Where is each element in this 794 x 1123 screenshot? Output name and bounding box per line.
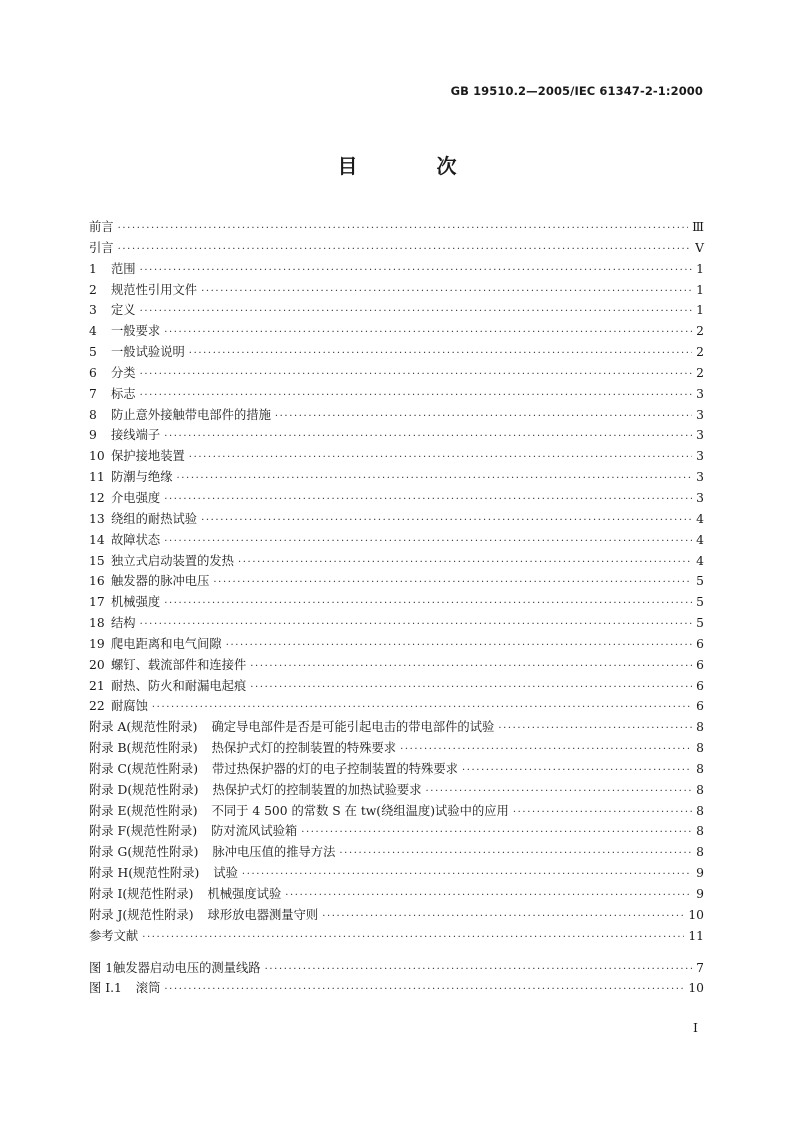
toc-entry-page: Ⅴ bbox=[695, 240, 704, 255]
toc-entry-title: 结构 bbox=[111, 616, 136, 631]
toc-entry-label bbox=[89, 238, 114, 259]
toc-entry-title: 防潮与绝缘 bbox=[111, 470, 173, 485]
toc-entry-title: 接线端子 bbox=[111, 428, 161, 443]
toc-entry-page: 3 bbox=[696, 470, 704, 485]
toc-entry-title: 引言 bbox=[89, 240, 114, 255]
toc-entry-page: 8 bbox=[696, 803, 704, 818]
toc-entry-label bbox=[89, 842, 335, 863]
dot-leader bbox=[238, 553, 692, 574]
dot-leader bbox=[201, 511, 692, 532]
toc-entry-title: 参考文献 bbox=[89, 928, 139, 943]
toc-entry[interactable] bbox=[89, 613, 704, 634]
toc-entry-title: 分类 bbox=[111, 365, 136, 380]
figure-entry[interactable] bbox=[89, 978, 704, 999]
toc-entry-page: 8 bbox=[696, 741, 704, 756]
toc-entry-label bbox=[89, 530, 160, 551]
dot-leader bbox=[118, 219, 689, 240]
toc-entry-page: 8 bbox=[696, 845, 704, 860]
toc-entry-label bbox=[89, 676, 246, 697]
toc-entry-label bbox=[89, 759, 458, 780]
toc-entry-label bbox=[89, 300, 136, 321]
dot-leader bbox=[140, 615, 692, 636]
dot-leader bbox=[140, 386, 692, 407]
dot-leader bbox=[322, 907, 684, 928]
toc-entry-page: 6 bbox=[696, 657, 704, 672]
toc-entry-label bbox=[89, 488, 160, 509]
toc-entry-number: 15 bbox=[89, 553, 105, 568]
toc-entry-label bbox=[89, 509, 197, 530]
dot-leader bbox=[201, 282, 692, 303]
toc-entry-title: 试验 bbox=[213, 866, 238, 881]
toc-entry-number: 8 bbox=[89, 407, 97, 422]
toc-entry-page: 1 bbox=[696, 282, 704, 297]
toc-entry-label bbox=[89, 884, 281, 905]
toc-entry-number: 附录 I(规范性附录) bbox=[89, 887, 194, 901]
toc-entry-page: 8 bbox=[696, 782, 704, 797]
toc-entry-title: 规范性引用文件 bbox=[111, 282, 198, 297]
toc-entry-page: 1 bbox=[696, 303, 704, 318]
dot-leader bbox=[164, 427, 692, 448]
toc-entry-page: 6 bbox=[696, 699, 704, 714]
dot-leader bbox=[177, 469, 693, 490]
toc-entry-page: 6 bbox=[696, 636, 704, 651]
toc-entry-page: 8 bbox=[696, 720, 704, 735]
toc-entry[interactable] bbox=[89, 467, 704, 488]
toc-entry[interactable] bbox=[89, 780, 704, 801]
toc-entry-label bbox=[89, 571, 209, 592]
toc-entry-page: 10 bbox=[688, 981, 704, 996]
dot-leader bbox=[285, 886, 692, 907]
toc-entry-title: 螺钉、载流部件和连接件 bbox=[111, 657, 247, 672]
dot-leader bbox=[140, 365, 692, 386]
toc-entry[interactable] bbox=[89, 446, 704, 467]
toc-entry-number: 21 bbox=[89, 678, 105, 693]
toc-entry-number: 9 bbox=[89, 428, 97, 443]
toc-entry[interactable] bbox=[89, 321, 704, 342]
toc-entry[interactable] bbox=[89, 425, 704, 446]
toc-entry[interactable] bbox=[89, 405, 704, 426]
toc-entry[interactable] bbox=[89, 363, 704, 384]
toc-entry-number: 附录 H(规范性附录) bbox=[89, 866, 200, 881]
toc-entry-label bbox=[89, 342, 185, 363]
toc-entry-number: 22 bbox=[89, 699, 105, 714]
toc-entry-title: 一般试验说明 bbox=[111, 345, 185, 360]
toc-entry-title: 防止意外接触带电部件的措施 bbox=[111, 407, 271, 422]
dot-leader bbox=[164, 490, 692, 511]
toc-entry-number: 12 bbox=[89, 490, 105, 505]
toc-entry-number: 附录 F(规范性附录) bbox=[89, 824, 198, 839]
toc-entry-title: 标志 bbox=[111, 386, 136, 401]
toc-entry-label bbox=[89, 467, 173, 488]
toc-entry-label bbox=[89, 425, 160, 446]
toc-entry-title: 定义 bbox=[111, 303, 136, 318]
dot-leader bbox=[164, 532, 692, 553]
dot-leader bbox=[140, 302, 692, 323]
toc-entry-page: 2 bbox=[696, 365, 704, 380]
toc-entry-title: 耐热、防火和耐漏电起痕 bbox=[111, 678, 247, 693]
dot-leader bbox=[301, 823, 692, 844]
toc-entry[interactable] bbox=[89, 488, 704, 509]
toc-entry[interactable] bbox=[89, 571, 704, 592]
toc-entry[interactable] bbox=[89, 738, 704, 759]
toc-entry-title: 一般要求 bbox=[111, 324, 161, 339]
dot-leader bbox=[164, 594, 692, 615]
dot-leader bbox=[498, 719, 692, 740]
toc-entry-page: 5 bbox=[696, 595, 704, 610]
toc-entry-number: 4 bbox=[89, 324, 97, 339]
toc-entry-label bbox=[89, 259, 136, 280]
toc-entry[interactable] bbox=[89, 863, 704, 884]
toc-entry-title: 滚筒 bbox=[135, 981, 161, 996]
toc-entry-page: 4 bbox=[696, 511, 704, 526]
toc-entry-title: 绕组的耐热试验 bbox=[111, 511, 198, 526]
toc-entry[interactable] bbox=[89, 634, 704, 655]
toc-entry-number: 附录 E(规范性附录) bbox=[89, 803, 198, 818]
toc-entry-title: 触发器启动电压的测量线路 bbox=[113, 960, 261, 975]
toc-entry-page: 1 bbox=[696, 261, 704, 276]
toc-entry-label bbox=[89, 446, 185, 467]
toc-entry-number: 附录 D(规范性附录) bbox=[89, 782, 199, 797]
toc-entry-page: 8 bbox=[696, 761, 704, 776]
toc-entry-title: 耐腐蚀 bbox=[111, 699, 148, 714]
toc-entry[interactable] bbox=[89, 696, 704, 717]
dot-leader bbox=[339, 844, 692, 865]
dot-leader bbox=[142, 928, 684, 949]
toc-entry[interactable] bbox=[89, 717, 704, 738]
toc-entry-number: 附录 B(规范性附录) bbox=[89, 741, 198, 756]
toc-entry-number: 图 1 bbox=[89, 960, 114, 975]
toc-entry-title: 不同于 4 500 的常数 S 在 tw(绕组温度)试验中的应用 bbox=[211, 803, 509, 818]
toc-entry-title: 防对流风试验箱 bbox=[211, 824, 298, 839]
toc-entry[interactable] bbox=[89, 905, 704, 926]
dot-leader bbox=[462, 761, 692, 782]
toc-entry-page: 11 bbox=[688, 928, 704, 943]
figure-entry[interactable] bbox=[89, 958, 704, 979]
toc-entry-number: 6 bbox=[89, 365, 97, 380]
toc-entry-page: 9 bbox=[696, 887, 704, 901]
toc-entry-page: 3 bbox=[696, 407, 704, 422]
toc-entry[interactable] bbox=[89, 384, 704, 405]
toc-entry-title: 触发器的脉冲电压 bbox=[111, 574, 210, 589]
toc-entry-title: 脉冲电压值的推导方法 bbox=[212, 845, 336, 860]
toc-entry-label bbox=[89, 280, 197, 301]
toc-entry-number: 18 bbox=[89, 616, 105, 631]
toc-entry-label bbox=[89, 958, 261, 979]
table-of-contents bbox=[89, 217, 704, 999]
toc-entry-number: 图 I.1 bbox=[89, 981, 122, 996]
toc-entry-label bbox=[89, 384, 136, 405]
toc-entry-number: 附录 J(规范性附录) bbox=[89, 907, 194, 922]
toc-entry[interactable] bbox=[89, 300, 704, 321]
toc-entry-label bbox=[89, 217, 114, 238]
dot-leader bbox=[513, 803, 692, 824]
toc-entry-page: 2 bbox=[696, 345, 704, 360]
dot-leader bbox=[213, 573, 692, 594]
toc-entry-title: 故障状态 bbox=[111, 532, 161, 547]
toc-entry-number: 10 bbox=[89, 449, 105, 464]
toc-entry-number: 20 bbox=[89, 657, 105, 672]
toc-entry-label bbox=[89, 738, 396, 759]
toc-entry[interactable] bbox=[89, 530, 704, 551]
toc-entry[interactable] bbox=[89, 884, 704, 905]
toc-entry[interactable] bbox=[89, 551, 704, 572]
toc-entry-number: 11 bbox=[89, 470, 105, 485]
dot-leader bbox=[152, 698, 692, 719]
toc-entry[interactable] bbox=[89, 801, 704, 822]
toc-entry-label bbox=[89, 905, 318, 926]
toc-entry-page: 5 bbox=[696, 574, 704, 589]
toc-entry-label bbox=[89, 321, 160, 342]
toc-entry-page: 4 bbox=[696, 553, 704, 568]
toc-entry-title: 热保护式灯的控制装置的加热试验要求 bbox=[212, 782, 422, 797]
toc-entry[interactable] bbox=[89, 655, 704, 676]
toc-entry-label bbox=[89, 592, 160, 613]
toc-entry-title: 带过热保护器的灯的电子控制装置的特殊要求 bbox=[212, 761, 458, 776]
dot-leader bbox=[164, 323, 692, 344]
toc-entry-label bbox=[89, 863, 238, 884]
standard-code-header: GB 19510.2—2005/IEC 61347-2-1:2000 bbox=[450, 84, 703, 98]
dot-leader bbox=[250, 657, 692, 678]
toc-entry-title: 独立式启动装置的发热 bbox=[111, 553, 234, 568]
toc-entry[interactable] bbox=[89, 592, 704, 613]
toc-entry-page: 5 bbox=[696, 616, 704, 631]
toc-entry-title: 球形放电器测量守则 bbox=[207, 907, 319, 922]
toc-entry-number: 7 bbox=[89, 386, 97, 401]
toc-entry-title: 机械强度试验 bbox=[207, 887, 282, 901]
toc-entry-page: 3 bbox=[696, 490, 704, 505]
toc-entry-page: 6 bbox=[696, 678, 704, 693]
toc-entry-page: Ⅲ bbox=[692, 220, 704, 234]
toc-entry-label bbox=[89, 613, 136, 634]
toc-entry-title: 保护接地装置 bbox=[111, 449, 185, 464]
toc-entry[interactable] bbox=[89, 280, 704, 301]
toc-entry-number: 附录 C(规范性附录) bbox=[89, 761, 198, 776]
toc-entry[interactable] bbox=[89, 259, 704, 280]
toc-entry-number: 17 bbox=[89, 595, 105, 610]
toc-entry[interactable] bbox=[89, 217, 704, 238]
toc-entry-number: 2 bbox=[89, 282, 97, 297]
toc-entry-number: 13 bbox=[89, 511, 105, 526]
toc-entry-label bbox=[89, 551, 234, 572]
toc-entry-label bbox=[89, 696, 148, 717]
toc-entry-page: 4 bbox=[696, 532, 704, 547]
toc-entry-page: 2 bbox=[696, 324, 704, 339]
page-title: 目 次 bbox=[337, 154, 493, 178]
toc-entry-label bbox=[89, 634, 222, 655]
toc-entry-number: 3 bbox=[89, 303, 97, 318]
toc-entry[interactable] bbox=[89, 238, 704, 259]
dot-leader bbox=[189, 448, 692, 469]
toc-entry-label bbox=[89, 363, 136, 384]
toc-entry[interactable] bbox=[89, 342, 704, 363]
toc-entry[interactable] bbox=[89, 759, 704, 780]
toc-entry-label bbox=[89, 780, 422, 801]
toc-entry-label bbox=[89, 926, 138, 947]
dot-leader bbox=[164, 980, 684, 1001]
dot-leader bbox=[140, 261, 692, 282]
toc-entry-title: 前言 bbox=[89, 220, 114, 234]
toc-entry-page: 3 bbox=[696, 428, 704, 443]
toc-entry-number: 16 bbox=[89, 574, 105, 589]
toc-entry-label bbox=[89, 717, 494, 738]
toc-entry-page: 9 bbox=[696, 866, 704, 881]
toc-entry-number: 19 bbox=[89, 636, 105, 651]
page-number: I bbox=[693, 1020, 698, 1035]
toc-entry-title: 热保护式灯的控制装置的特殊要求 bbox=[211, 741, 397, 756]
dot-leader bbox=[400, 740, 692, 761]
toc-entry-title: 机械强度 bbox=[111, 595, 161, 610]
toc-entry-page: 3 bbox=[696, 449, 704, 464]
toc-entry[interactable] bbox=[89, 842, 704, 863]
toc-entry[interactable] bbox=[89, 676, 704, 697]
toc-entry-number: 1 bbox=[89, 261, 97, 276]
dot-leader bbox=[226, 636, 692, 657]
toc-entry-title: 确定导电部件是否是可能引起电击的带电部件的试验 bbox=[211, 720, 495, 735]
dot-leader bbox=[426, 782, 692, 803]
dot-leader bbox=[250, 678, 692, 699]
toc-entry-page: 7 bbox=[696, 960, 704, 975]
toc-entry-title: 介电强度 bbox=[111, 490, 161, 505]
toc-entry-number: 附录 A(规范性附录) bbox=[89, 720, 198, 735]
toc-entry[interactable] bbox=[89, 926, 704, 947]
toc-entry-page: 10 bbox=[688, 907, 704, 922]
toc-entry-number: 附录 G(规范性附录) bbox=[89, 845, 199, 860]
dot-leader bbox=[118, 240, 692, 261]
toc-entry-number: 14 bbox=[89, 532, 105, 547]
toc-entry-title: 爬电距离和电气间隙 bbox=[111, 636, 222, 651]
toc-entry-label bbox=[89, 978, 160, 999]
toc-entry-page: 8 bbox=[696, 824, 704, 839]
toc-entry-label bbox=[89, 801, 509, 822]
dot-leader bbox=[242, 865, 692, 886]
dot-leader bbox=[189, 344, 692, 365]
dot-leader bbox=[275, 407, 692, 428]
toc-entry-title: 范围 bbox=[111, 261, 136, 276]
toc-entry-label bbox=[89, 405, 271, 426]
toc-entry[interactable] bbox=[89, 821, 704, 842]
toc-entry-number: 5 bbox=[89, 345, 97, 360]
toc-entry-page: 3 bbox=[696, 386, 704, 401]
toc-entry-label bbox=[89, 821, 297, 842]
toc-entry[interactable] bbox=[89, 509, 704, 530]
dot-leader bbox=[265, 960, 692, 981]
toc-entry-label bbox=[89, 655, 246, 676]
